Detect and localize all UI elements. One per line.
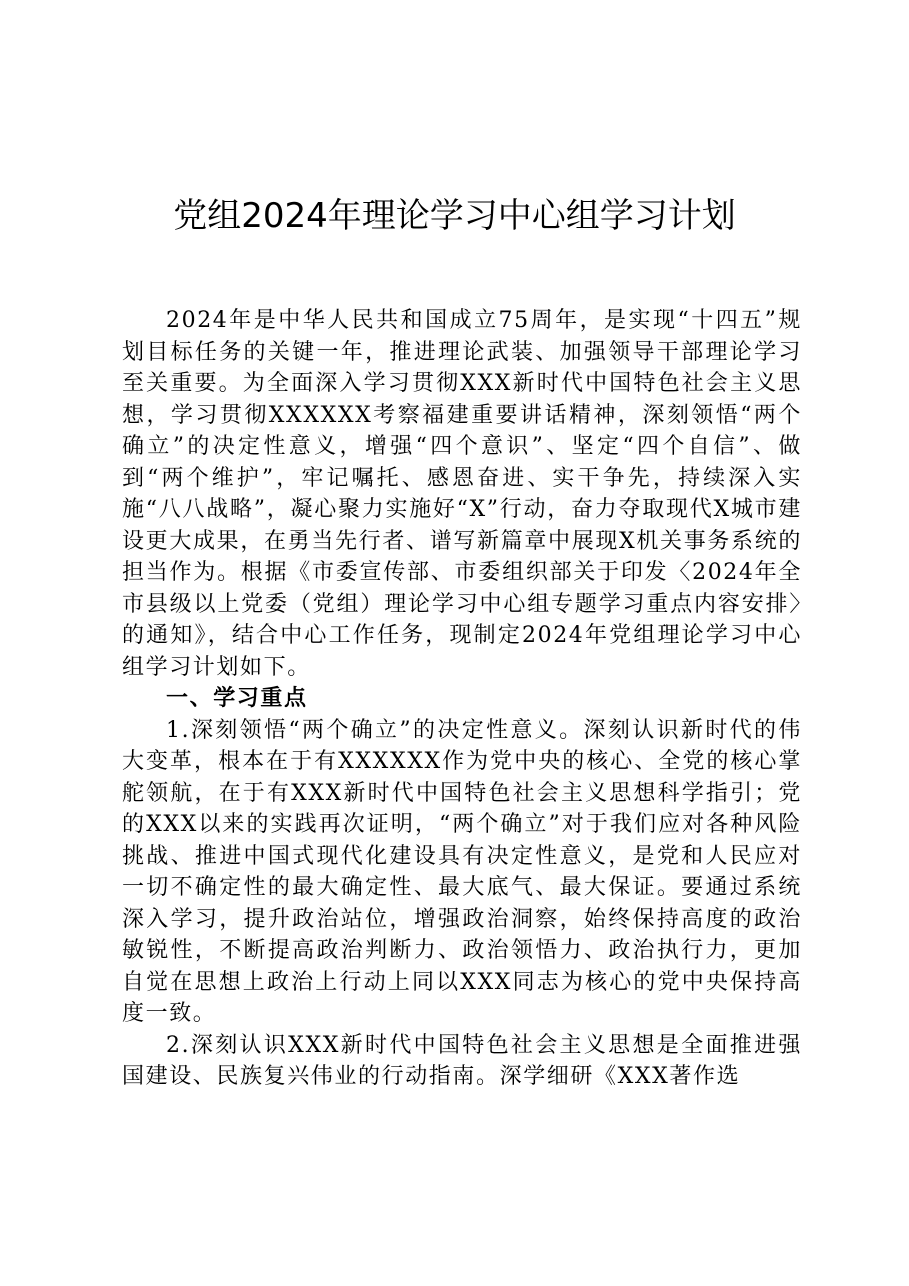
document-title: 党组2024年理论学习中心组学习计划 [173,196,736,236]
intro-paragraph: 2024年是中华人民共和国成立75周年，是实现“十四五”规划目标任务的关键一年，推进理论武装、加强领导干部理论学习至关重要。为全面深入学习贯彻XXX新时代中国特色社会主义思想，学习贯彻XXXXXX考察福建重要讲话精神，深刻领悟“两个确立”的决定性意义，增强“四个意识”、坚定“四个自信”、做到“两个维护”，牢记嘱托、感恩奋进、实干争先，持续深入实施“八八战略”，凝心聚力实施好“X”行动，奋力夺取现代X城市建设更大成果，在勇当先行者、谱写新篇章中展现X机关事务系统的担当作为。根据《市委宣传部、市委组织部关于印发〈2024年全市县级以上党委（党组）理论学习中心组专题学习重点内容安排〉的通知》，结合中心工作任务，现制定2024年党组理论学习中心组学习计划如下。 [122,308,802,680]
study-item-2: 2.深刻认识XXX新时代中国特色社会主义思想是全面推进强国建设、民族复兴伟业的行动指南。深学细研《XXX著作选 [122,1032,802,1089]
study-item-1: 1.深刻领悟“两个确立”的决定性意义。深刻认识新时代的伟大变革，根本在于有XXXXXX作为党中央的核心、全党的核心掌舵领航，在于有XXX新时代中国特色社会主义思想科学指引；党的XXX以来的实践再次证明，“两个确立”对于我们应对各种风险挑战、推进中国式现代化建设具有决定性意义，是党和人民应对一切不确定性的最大确定性、最大底气、最大保证。要通过系统深入学习，提升政治站位，增强政治洞察，始终保持高度的政治敏锐性，不断提高政治判断力、政治领悟力、政治执行力，更加自觉在思想上政治上行动上同以XXX同志为核心的党中央保持高度一致。 [122,717,802,1026]
section-heading-study-focus: 一、学习重点 [166,686,308,711]
document-body [122,305,802,1093]
